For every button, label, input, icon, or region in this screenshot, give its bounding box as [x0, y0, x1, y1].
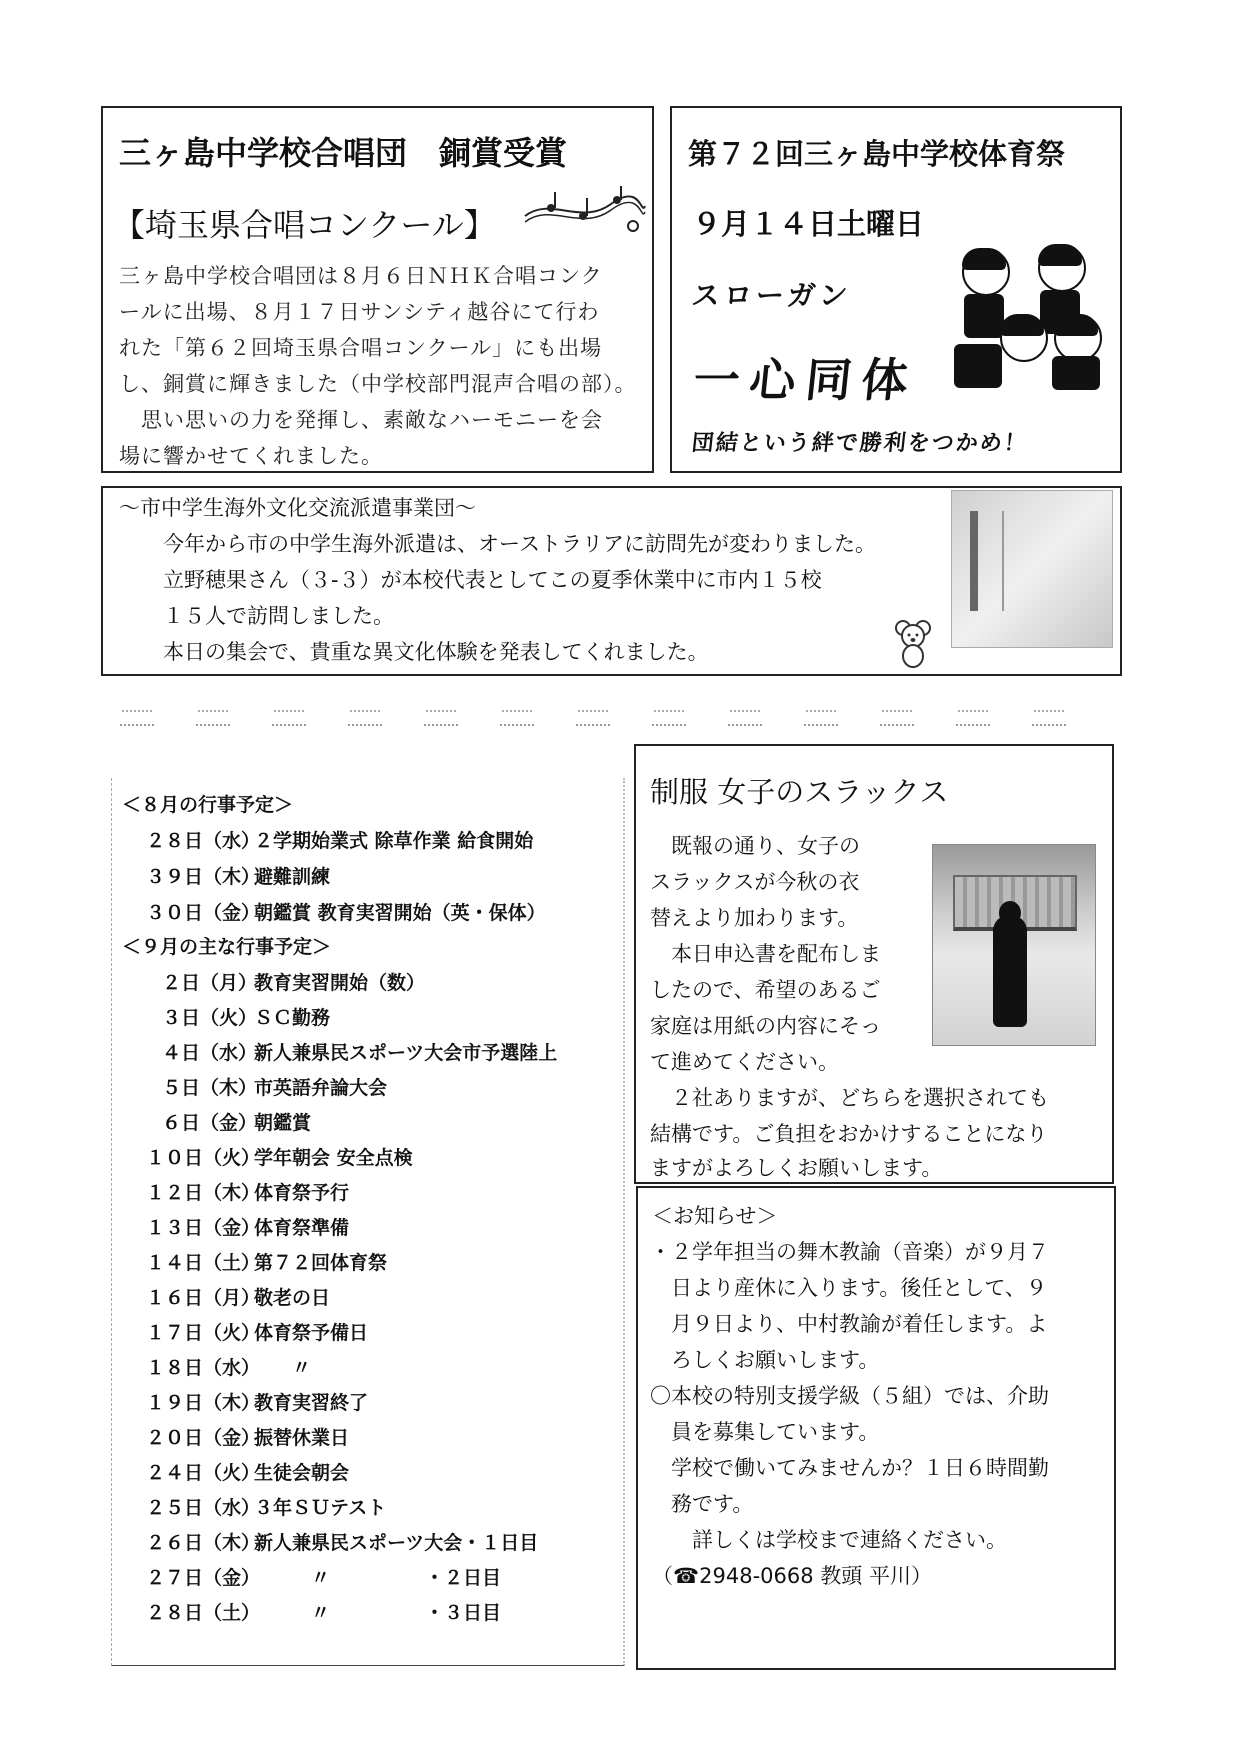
exchange-body-line: 今年から市の中学生海外派遣は、オーストラリアに訪問先が変わりました。 [163, 532, 876, 556]
notice-line: 日より産休に入ります。後任として、９ [650, 1276, 1047, 1300]
schedule-date: ６日（金） [162, 1112, 258, 1134]
schedule-date: ３日（火） [162, 1007, 258, 1029]
schedule-date: ３９日（木） [146, 866, 261, 888]
schedule-date: １６日（月） [146, 1287, 261, 1309]
notice-contact: （☎2948-0668 教頭 平川） [652, 1564, 932, 1588]
schedule-date: ２４日（火） [146, 1462, 261, 1484]
students-illustration [954, 244, 1106, 394]
exchange-heading: ～市中学生海外文化交流派遣事業団～ [119, 496, 476, 520]
schedule-event: 避難訓練 [254, 866, 331, 888]
choir-body-line: し、銅賞に輝きました（中学校部門混声合唱の部）。 [119, 372, 637, 396]
schedule-date: ３０日（金） [146, 902, 261, 924]
uniform-body-line: 結構です。ご負担をおかけすることになり [650, 1122, 1048, 1146]
overseas-exchange-article [101, 486, 1122, 676]
schedule-event: 第７２回体育祭 [254, 1252, 388, 1274]
schedule-event: 体育祭準備 [254, 1217, 350, 1239]
uniform-body-line: て進めてください。 [650, 1050, 839, 1074]
event-schedule [111, 778, 625, 1666]
exchange-body-line: 立野穂果さん（３-３）が本校代表としてこの夏季休業中に市内１５校 [163, 568, 822, 592]
schedule-event: 敬老の日 [254, 1287, 331, 1309]
choir-article [101, 106, 654, 473]
notice-line: 員を募集しています。 [650, 1420, 880, 1444]
september-schedule-heading: ＜９月の主な行事予定＞ [122, 936, 332, 958]
schedule-date: １３日（金） [146, 1217, 261, 1239]
sports-festival-date: ９月１４日土曜日 [692, 207, 925, 241]
uniform-body-line: ますがよろしくお願いします。 [650, 1156, 943, 1180]
choir-subtitle: 【埼玉県合唱コンクール】 [113, 206, 496, 244]
schedule-event: 学年朝会 安全点検 [254, 1147, 413, 1169]
choir-title: 三ヶ島中学校合唱団 銅賞受賞 [119, 134, 568, 172]
schedule-event: 教育実習終了 [254, 1392, 369, 1414]
koala-illustration [893, 618, 933, 668]
august-schedule-heading: ＜８月の行事予定＞ [122, 794, 294, 816]
schedule-event: ２学期始業式 除草作業 給食開始 [254, 830, 534, 852]
uniform-body-line: 家庭は用紙の内容にそっ [650, 1014, 881, 1038]
slogan: 一心同体 [690, 353, 921, 407]
uniform-slacks-article [634, 744, 1114, 1184]
schedule-date: １０日（火） [146, 1147, 261, 1169]
notice-heading: ＜お知らせ＞ [652, 1204, 778, 1228]
schedule-event: 体育祭予行 [254, 1182, 350, 1204]
uniform-body-line: 替えより加わります。 [650, 906, 859, 930]
schedule-date: ２６日（木） [146, 1532, 261, 1554]
schedule-event: 体育祭予備日 [254, 1322, 369, 1344]
choir-body-line: 三ヶ島中学校合唱団は８月６日ＮＨＫ合唱コンク [119, 264, 603, 288]
slogan-label: スローガン [690, 279, 854, 312]
schedule-date: ４日（水） [162, 1042, 258, 1064]
schedule-date: ２日（月） [162, 972, 258, 994]
schedule-event: 〃 ・２日目 [254, 1567, 502, 1589]
schedule-event: 〃 [254, 1357, 312, 1379]
schedule-date: １９日（木） [146, 1392, 261, 1414]
schedule-event: 〃 ・３日目 [254, 1602, 502, 1624]
choir-body-line: 思い思いの力を発揮し、素敵なハーモニーを会 [119, 408, 603, 432]
music-notes-illustration [521, 186, 647, 238]
notice-line: 務です。 [650, 1492, 754, 1516]
uniform-body-line: 既報の通り、女子の [650, 834, 860, 858]
choir-body-line: ールに出場、８月１７日サンシティ越谷にて行わ [119, 300, 600, 324]
schedule-date: ２０日（金） [146, 1427, 261, 1449]
schedule-date: ２５日（水） [146, 1497, 261, 1519]
schedule-date: １２日（木） [146, 1182, 261, 1204]
schedule-date: １７日（火） [146, 1322, 261, 1344]
schedule-event: ＳＣ勤務 [254, 1007, 331, 1029]
schedule-event: 新人兼県民スポーツ大会・１日目 [254, 1532, 539, 1554]
uniform-body-line: ２社ありますが、どちらを選択されても [650, 1086, 1049, 1110]
exchange-body-line: 本日の集会で、貴重な異文化体験を発表してくれました。 [163, 640, 709, 664]
schedule-event: 振替休業日 [254, 1427, 350, 1449]
uniform-title: 制服 女子のスラックス [650, 775, 949, 809]
slogan-tagline: 団結という絆で勝利をつかめ！ [690, 431, 1030, 456]
notice-line: ・２学年担当の舞木教諭（音楽）が９月７ [650, 1240, 1049, 1264]
decorative-notes-row [120, 698, 1080, 738]
notice-line: ろしくお願いします。 [650, 1348, 880, 1372]
schedule-event: 朝鑑賞 [254, 1112, 312, 1134]
schedule-date: ２８日（土） [146, 1602, 261, 1624]
sports-festival-article [670, 106, 1122, 473]
schedule-date: ２８日（水） [146, 830, 261, 852]
schedule-event: 市英語弁論大会 [254, 1077, 388, 1099]
notice-article [636, 1186, 1116, 1670]
sports-festival-title: 第７２回三ヶ島中学校体育祭 [688, 137, 1066, 171]
schedule-event: 朝鑑賞 教育実習開始（英・保体） [254, 902, 546, 924]
schedule-event: 生徒会朝会 [254, 1462, 350, 1484]
notice-line: 詳しくは学校まで連絡ください。 [650, 1528, 1007, 1552]
schedule-date: ２７日（金） [146, 1567, 261, 1589]
exchange-photo [951, 490, 1113, 648]
exchange-body-line: １５人で訪問しました。 [163, 604, 394, 628]
notice-line: 〇本校の特別支援学級（５組）では、介助 [650, 1384, 1049, 1408]
schedule-event: ３年ＳＵテスト [254, 1497, 387, 1519]
uniform-body-line: したので、希望のあるご [650, 978, 881, 1002]
schedule-event: 教育実習開始（数） [254, 972, 426, 994]
schedule-event: 新人兼県民スポーツ大会市予選陸上 [254, 1042, 558, 1064]
schedule-date: １４日（土） [146, 1252, 261, 1274]
schedule-date: １８日（水） [146, 1357, 261, 1379]
uniform-body-line: スラックスが今秋の衣 [650, 870, 860, 894]
uniform-body-line: 本日申込書を配布しま [650, 942, 881, 966]
slacks-photo [932, 844, 1096, 1046]
schedule-date: ５日（木） [162, 1077, 258, 1099]
notice-line: 学校で働いてみませんか？１日６時間勤 [650, 1456, 1049, 1480]
choir-body-line: れた「第６２回埼玉県合唱コンクール」にも出場 [119, 336, 603, 360]
choir-body-line: 場に響かせてくれました。 [119, 444, 383, 468]
notice-line: 月９日より、中村教諭が着任します。よ [650, 1312, 1048, 1336]
